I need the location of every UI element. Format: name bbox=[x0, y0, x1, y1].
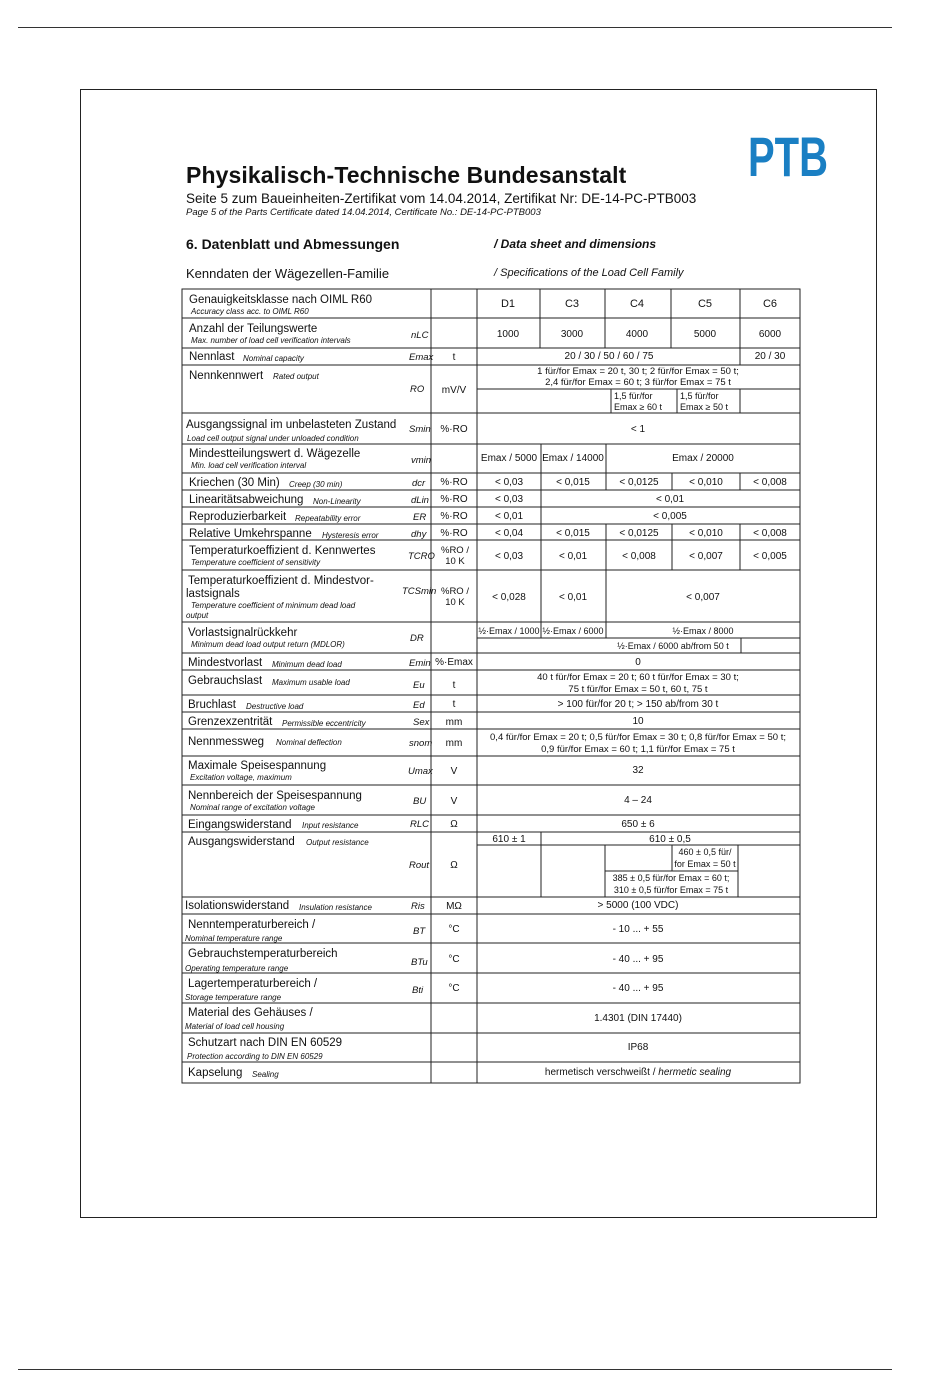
rout-c4-line-2: 310 ± 0,5 für/for Emax = 75 t bbox=[613, 885, 729, 895]
emax-d1-c5: 20 / 30 / 50 / 60 / 75 bbox=[564, 351, 654, 362]
param-nlc-en: Max. number of load cell verification intervals bbox=[191, 336, 351, 345]
param-rlc-de: Eingangswiderstand bbox=[188, 819, 292, 831]
tcmin-c4-c6: < 0,007 bbox=[686, 592, 720, 603]
column-header-c6: C6 bbox=[762, 298, 778, 310]
param-dr-symbol: DR bbox=[410, 633, 424, 644]
column-header-c4: C4 bbox=[629, 298, 645, 310]
rout-c5-line-2: for Emax = 50 t bbox=[674, 859, 736, 869]
dr-c4-c6: ½·Emax / 8000 bbox=[672, 626, 734, 636]
nlc-c4: 4000 bbox=[625, 329, 649, 340]
param-sex-en: Permissible eccentricity bbox=[282, 719, 366, 728]
param-tcrs-symbol: TCRO bbox=[408, 551, 435, 562]
param-bu-de: Nennbereich der Speisespannung bbox=[188, 790, 362, 802]
param-rlc-unit: Ω bbox=[450, 819, 458, 830]
vmin-c4-c6: Emax / 20000 bbox=[672, 453, 734, 464]
btu-value: - 40 ... + 95 bbox=[612, 954, 664, 965]
param-hys-symbol: dhy bbox=[411, 529, 427, 540]
param-vmin-symbol: vmin bbox=[411, 455, 432, 466]
param-emax-symbol: Emax bbox=[409, 352, 434, 363]
hys-c3: < 0,015 bbox=[556, 528, 590, 539]
specifications-heading-english: / Specifications of the Load Cell Family bbox=[494, 267, 684, 279]
smin-value: < 1 bbox=[630, 424, 646, 435]
param-emin-de: Mindestvorlast bbox=[188, 657, 263, 669]
param-emin-unit: %·Emax bbox=[435, 657, 473, 668]
ro-line-2: 2,4 für/for Emax = 60 t; 3 für/for Emax = 75 t bbox=[545, 377, 731, 388]
param-rep-en: Repeatability error bbox=[295, 514, 361, 523]
param-emin-en: Minimum dead load bbox=[272, 660, 342, 669]
param-sex-symbol: Sex bbox=[413, 717, 430, 728]
param-rout-en: Output resistance bbox=[306, 838, 369, 847]
lin-d1: < 0,03 bbox=[494, 494, 524, 505]
emax-c6: 20 / 30 bbox=[754, 351, 786, 362]
column-header-c3: C3 bbox=[564, 298, 580, 310]
param-tcmin-de-2: lastsignals bbox=[186, 588, 240, 600]
param-accuracy-de: Genauigkeitsklasse nach OIML R60 bbox=[189, 294, 373, 306]
param-riso-de: Isolationswiderstand bbox=[185, 900, 290, 912]
param-riso-unit: MΩ bbox=[446, 901, 462, 912]
bu-value: 4 – 24 bbox=[624, 795, 652, 806]
ptb-logo-text: PTB bbox=[748, 125, 828, 188]
param-tcmin-de-1: Temperaturkoeffizient d. Mindestvor- bbox=[188, 575, 374, 587]
param-bts-symbol: Bti bbox=[412, 985, 424, 996]
tcrs-c4: < 0,008 bbox=[622, 551, 656, 562]
vmin-c3: Emax / 14000 bbox=[542, 453, 604, 464]
param-eu-unit: t bbox=[452, 680, 456, 691]
param-lin-unit: %·RO bbox=[440, 494, 468, 505]
param-hys-unit: %·RO bbox=[440, 528, 468, 539]
param-snom-unit: mm bbox=[445, 738, 463, 749]
param-emax-de: Nennlast bbox=[189, 351, 235, 363]
param-vmin-de: Mindestteilungswert d. Wägezelle bbox=[189, 448, 361, 460]
param-bu-en: Nominal range of excitation voltage bbox=[190, 803, 315, 812]
param-vmin-en: Min. load cell verification interval bbox=[191, 461, 307, 470]
specifications-heading: Kenndaten der Wägezellen-Familie bbox=[186, 266, 390, 281]
nlc-c5: 5000 bbox=[693, 329, 717, 340]
tcrs-c5: < 0,007 bbox=[689, 551, 723, 562]
param-bts-de: Lagertemperaturbereich / bbox=[188, 978, 318, 990]
hys-c5: < 0,010 bbox=[689, 528, 723, 539]
param-creep-unit: %·RO bbox=[440, 477, 468, 488]
param-lin-symbol: dLin bbox=[411, 495, 429, 506]
param-mat-en: Material of load cell housing bbox=[185, 1022, 285, 1031]
snom-line-1: 0,4 für/for Emax = 20 t; 0,5 für/for Emax = 30 t; 0,8 für/for Emax = 50 t; bbox=[490, 732, 786, 743]
creep-c4: < 0,0125 bbox=[619, 477, 659, 488]
param-ro-en: Rated output bbox=[273, 372, 319, 381]
param-btu-symbol: BTu bbox=[411, 957, 428, 968]
param-nlc-symbol: nLC bbox=[411, 330, 429, 341]
emin-value: 0 bbox=[635, 657, 641, 668]
mat-value: 1.4301 (DIN 17440) bbox=[594, 1013, 682, 1024]
tcrs-c6: < 0,005 bbox=[753, 551, 787, 562]
param-ro-de: Nennkennwert bbox=[189, 370, 264, 382]
param-bts-unit: °C bbox=[448, 983, 460, 994]
param-bu-unit: V bbox=[450, 796, 458, 807]
param-tcrs-de: Temperaturkoeffizient d. Kennwertes bbox=[189, 545, 376, 557]
rout-c5-line-1: 460 ± 0,5 für/ bbox=[678, 847, 732, 857]
param-rep-de: Reproduzierbarkeit bbox=[189, 511, 287, 523]
param-dr-en: Minimum dead load output return (MDLOR) bbox=[191, 640, 345, 649]
nlc-d1: 1000 bbox=[496, 329, 520, 340]
eu-line-2: 75 t für/for Emax = 50 t, 60 t, 75 t bbox=[568, 684, 708, 695]
param-rlc-en: Input resistance bbox=[302, 821, 359, 830]
param-smin-unit: %·RO bbox=[440, 424, 468, 435]
creep-d1: < 0,03 bbox=[494, 477, 524, 488]
ip-value: IP68 bbox=[627, 1042, 649, 1053]
section-title-english: / Data sheet and dimensions bbox=[494, 237, 657, 251]
param-eu-symbol: Eu bbox=[413, 680, 425, 691]
param-lin-de: Linearitätsabweichung bbox=[189, 494, 304, 506]
seal-value-en: hermetic sealing bbox=[658, 1067, 732, 1078]
param-tcmin-symbol: TCSmin bbox=[402, 586, 437, 597]
ro-c5: 1,5 für/for Emax ≥ 50 t bbox=[680, 391, 728, 412]
org-name: Physikalisch-Technische Bundesanstalt bbox=[186, 162, 627, 188]
ro-line-1: 1 für/for Emax = 20 t, 30 t; 2 für/for Emax = 50 t; bbox=[537, 366, 739, 377]
param-rout-unit: Ω bbox=[450, 860, 458, 871]
param-ed-unit: t bbox=[452, 699, 456, 710]
param-creep-symbol: dcr bbox=[412, 478, 426, 489]
param-ip-en: Protection according to DIN EN 60529 bbox=[187, 1052, 323, 1061]
param-emax-unit: t bbox=[452, 352, 456, 363]
param-umax-en: Excitation voltage, maximum bbox=[190, 773, 292, 782]
tcmin-c3: < 0,01 bbox=[558, 592, 588, 603]
param-riso-symbol: Ris bbox=[411, 901, 425, 912]
param-rep-unit: %·RO bbox=[440, 511, 468, 522]
param-hys-de: Relative Umkehrspanne bbox=[189, 528, 312, 540]
rep-d1: < 0,01 bbox=[494, 511, 524, 522]
param-snom-en: Nominal deflection bbox=[276, 738, 342, 747]
certificate-subtitle: Seite 5 zum Baueinheiten-Zertifikat vom 14.04.2014, Zertifikat Nr: DE-14-PC-PTB003 bbox=[186, 191, 697, 206]
param-creep-en: Creep (30 min) bbox=[289, 480, 343, 489]
vmin-d1: Emax / 5000 bbox=[480, 453, 538, 464]
param-bts-en: Storage temperature range bbox=[185, 993, 282, 1002]
param-sex-unit: mm bbox=[445, 717, 463, 728]
rep-c3-c6: < 0,005 bbox=[653, 511, 687, 522]
ed-value: > 100 für/for 20 t; > 150 ab/from 30 t bbox=[557, 699, 719, 710]
param-ro-unit: mV/V bbox=[441, 385, 467, 396]
param-umax-de: Maximale Speisespannung bbox=[188, 760, 327, 772]
param-eu-en: Maximum usable load bbox=[272, 678, 350, 687]
rlc-value: 650 ± 6 bbox=[621, 819, 655, 830]
param-bt-de: Nenntemperaturbereich / bbox=[188, 919, 316, 931]
param-creep-de: Kriechen (30 Min) bbox=[189, 477, 280, 489]
param-riso-en: Insulation resistance bbox=[299, 903, 372, 912]
hys-c6: < 0,008 bbox=[753, 528, 787, 539]
param-smin-de: Ausgangssignal im unbelasteten Zustand bbox=[186, 419, 397, 431]
param-hys-en: Hysteresis error bbox=[322, 531, 379, 540]
param-nlc-de: Anzahl der Teilungswerte bbox=[189, 323, 318, 335]
bt-value: - 10 ... + 55 bbox=[612, 924, 664, 935]
tcrs-c3: < 0,01 bbox=[558, 551, 588, 562]
param-bt-en: Nominal temperature range bbox=[185, 934, 283, 943]
lin-c3-c6: < 0,01 bbox=[655, 494, 685, 505]
param-btu-unit: °C bbox=[448, 954, 460, 965]
param-dr-de: Vorlastsignalrückkehr bbox=[188, 627, 298, 639]
creep-c6: < 0,008 bbox=[753, 477, 787, 488]
param-bt-unit: °C bbox=[448, 924, 460, 935]
param-lin-en: Non-Linearity bbox=[313, 497, 361, 506]
param-rout-de: Ausgangswiderstand bbox=[188, 836, 295, 848]
param-bt-symbol: BT bbox=[413, 926, 426, 937]
param-tcmin-en-2: output bbox=[186, 611, 209, 620]
eu-line-1: 40 t für/for Emax = 20 t; 60 t für/for Emax = 30 t; bbox=[537, 672, 739, 683]
param-accuracy-en: Accuracy class acc. to OIML R60 bbox=[191, 307, 309, 316]
dr-d1: ½·Emax / 1000 bbox=[478, 626, 540, 636]
hys-d1: < 0,04 bbox=[494, 528, 524, 539]
param-rlc-symbol: RLC bbox=[410, 819, 430, 830]
param-ip-de: Schutzart nach DIN EN 60529 bbox=[188, 1037, 343, 1049]
param-umax-unit: V bbox=[450, 766, 458, 777]
param-sex-de: Grenzexzentrität bbox=[188, 716, 273, 728]
rout-c4-line-1: 385 ± 0,5 für/for Emax = 60 t; bbox=[612, 873, 730, 883]
dr-from-50t: ½·Emax / 6000 ab/from 50 t bbox=[617, 641, 729, 651]
param-snom-symbol: snom bbox=[409, 738, 433, 749]
param-seal-en: Sealing bbox=[252, 1070, 279, 1079]
tcrs-d1: < 0,03 bbox=[494, 551, 524, 562]
param-tcrs-en: Temperature coefficient of sensitivity bbox=[191, 558, 321, 567]
param-smin-symbol: Smin bbox=[409, 424, 431, 435]
param-tcrs-unit: %RO / 10 K bbox=[441, 545, 469, 567]
creep-c3: < 0,015 bbox=[556, 477, 590, 488]
param-bu-symbol: BU bbox=[413, 796, 427, 807]
param-ed-en: Destructive load bbox=[246, 702, 304, 711]
param-btu-en: Operating temperature range bbox=[185, 964, 289, 973]
param-ro-symbol: RO bbox=[410, 384, 425, 395]
seal-value-de: hermetisch verschweißt bbox=[544, 1067, 650, 1078]
section-title: 6. Datenblatt und Abmessungen bbox=[186, 236, 400, 252]
rout-c3-c6: 610 ± 0,5 bbox=[649, 834, 691, 845]
rout-d1: 610 ± 1 bbox=[492, 834, 526, 845]
param-snom-de: Nennmessweg bbox=[188, 736, 265, 748]
param-mat-de: Material des Gehäuses / bbox=[188, 1007, 313, 1019]
seal-value: hermetisch verschweißt / hermetic sealing bbox=[544, 1067, 732, 1078]
param-ed-de: Bruchlast bbox=[188, 699, 236, 711]
nlc-c3: 3000 bbox=[560, 329, 584, 340]
certificate-subtitle-english: Page 5 of the Parts Certificate dated 14.04.2014, Certificate No.: DE-14-PC-PTB003 bbox=[186, 207, 541, 218]
snom-line-2: 0,9 für/for Emax = 60 t; 1,1 für/for Emax = 75 t bbox=[541, 744, 735, 755]
param-tcmin-unit: %RO / 10 K bbox=[441, 586, 469, 608]
ro-c4: 1,5 für/for Emax ≥ 60 t bbox=[614, 391, 662, 412]
param-rep-symbol: ER bbox=[413, 512, 427, 523]
param-smin-en: Load cell output signal under unloaded condition bbox=[187, 434, 359, 443]
sex-value: 10 bbox=[632, 716, 644, 727]
umax-value: 32 bbox=[632, 765, 644, 776]
param-seal-de: Kapselung bbox=[188, 1067, 243, 1079]
nlc-c6: 6000 bbox=[758, 329, 782, 340]
param-tcmin-en-1: Temperature coefficient of minimum dead load bbox=[191, 601, 356, 610]
param-umax-symbol: Umax bbox=[408, 766, 433, 777]
param-emax-en: Nominal capacity bbox=[243, 354, 304, 363]
param-ed-symbol: Ed bbox=[413, 700, 425, 711]
param-eu-de: Gebrauchslast bbox=[188, 675, 263, 687]
param-rout-symbol: Rout bbox=[409, 860, 430, 871]
riso-value: > 5000 (100 VDC) bbox=[597, 900, 679, 911]
hys-c4: < 0,0125 bbox=[619, 528, 659, 539]
param-btu-de: Gebrauchstemperaturbereich bbox=[188, 948, 338, 960]
dr-c3: ½·Emax / 6000 bbox=[542, 626, 604, 636]
column-header-c5: C5 bbox=[697, 298, 713, 310]
param-emin-symbol: Emin bbox=[409, 658, 431, 669]
column-header-d1: D1 bbox=[500, 298, 516, 310]
bts-value: - 40 ... + 95 bbox=[612, 983, 664, 994]
creep-c5: < 0,010 bbox=[689, 477, 723, 488]
tcmin-d1: < 0,028 bbox=[492, 592, 526, 603]
